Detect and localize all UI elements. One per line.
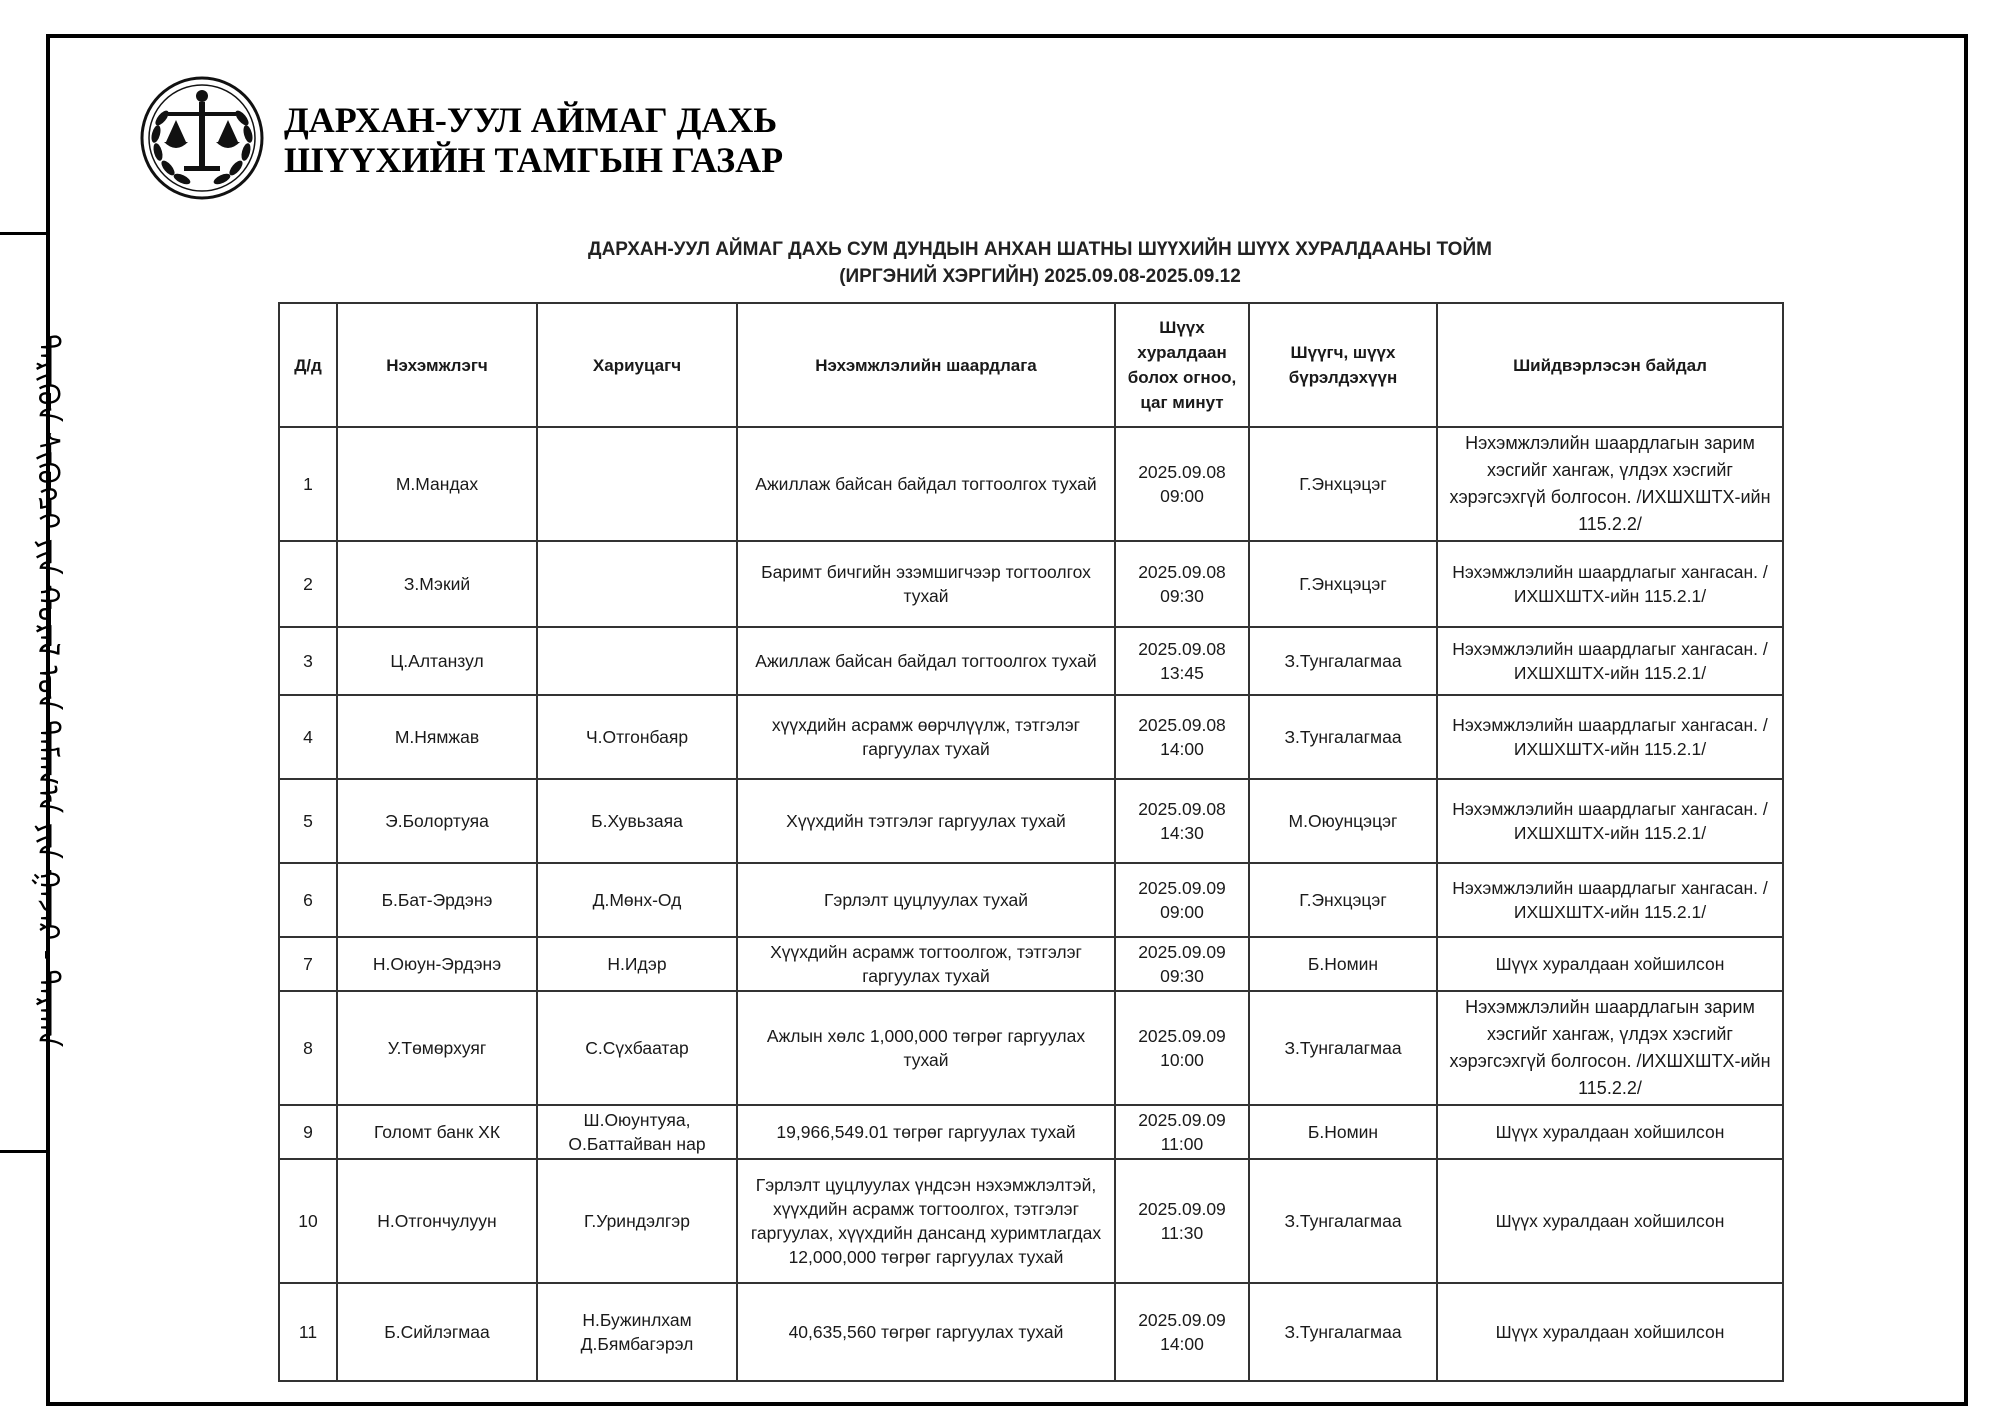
title-line-1: ДАРХАН-УУЛ АЙМАГ ДАХЬ СУМ ДУНДЫН АНХАН ШАТНЫ ШҮҮХИЙН ШҮҮХ ХУРАЛДААНЫ ТОЙМ	[588, 239, 1492, 260]
table-row	[279, 1159, 1783, 1283]
cell-no: 10	[279, 1159, 337, 1283]
table-row	[279, 627, 1783, 695]
cell-datetime: 2025.09.09 09:00	[1115, 863, 1249, 937]
cell-plaintiff: Б.Бат-Эрдэнэ	[337, 863, 537, 937]
col-header-judge: Шүүгч, шүүх бүрэлдэхүүн	[1249, 303, 1437, 427]
cell-decision: Шүүх хуралдаан хойшилсон	[1437, 1283, 1783, 1381]
cell-defendant: Г.Уриндэлгэр	[537, 1159, 737, 1283]
cell-no: 9	[279, 1105, 337, 1159]
cell-claim: Гэрлэлт цуцлуулах тухай	[737, 863, 1115, 937]
cell-defendant: Б.Хувьзаяа	[537, 779, 737, 863]
hearing-review-table	[278, 302, 1784, 1382]
table-row	[279, 863, 1783, 937]
cell-decision: Нэхэмжлэлийн шаардлагын зарим хэсгийг хангаж, үлдэх хэсгийг хэрэгсэхгүй болгосон. /ИХШХШТХ-ийн 115.2.2/	[1437, 427, 1783, 541]
cell-defendant: Н.Идэр	[537, 937, 737, 991]
cell-defendant: Ш.Оюунтуяа, О.Баттайван нар	[537, 1105, 737, 1159]
cell-judge: Г.Энхцэцэг	[1249, 427, 1437, 541]
cell-defendant: Д.Мөнх-Од	[537, 863, 737, 937]
cell-judge: З.Тунгалагмаа	[1249, 1283, 1437, 1381]
cell-datetime: 2025.09.08 14:00	[1115, 695, 1249, 779]
table-row	[279, 779, 1783, 863]
cell-defendant	[537, 541, 737, 627]
table-row	[279, 427, 1783, 541]
side-rule-bottom	[0, 1150, 50, 1153]
cell-claim: Хүүхдийн тэтгэлэг гаргуулах тухай	[737, 779, 1115, 863]
col-header-no: Д/д	[279, 303, 337, 427]
cell-judge: Б.Номин	[1249, 1105, 1437, 1159]
col-header-claim: Нэхэмжлэлийн шаардлага	[737, 303, 1115, 427]
cell-no: 4	[279, 695, 337, 779]
cell-datetime: 2025.09.09 11:30	[1115, 1159, 1249, 1283]
cell-claim: 19,966,549.01 төгрөг гаргуулах тухай	[737, 1105, 1115, 1159]
cell-datetime: 2025.09.08 13:45	[1115, 627, 1249, 695]
cell-judge: Г.Энхцэцэг	[1249, 541, 1437, 627]
cell-datetime: 2025.09.08 09:30	[1115, 541, 1249, 627]
cell-defendant: Н.Бужинлхам Д.Бямбагэрэл	[537, 1283, 737, 1381]
table-row	[279, 937, 1783, 991]
cell-plaintiff: Н.Отгончулуун	[337, 1159, 537, 1283]
cell-datetime: 2025.09.09 09:30	[1115, 937, 1249, 991]
cell-defendant	[537, 427, 737, 541]
cell-plaintiff: Ц.Алтанзул	[337, 627, 537, 695]
org-name-line-2: ШҮҮХИЙН ТАМГЫН ГАЗАР	[284, 140, 784, 180]
cell-plaintiff: З.Мэкий	[337, 541, 537, 627]
cell-no: 3	[279, 627, 337, 695]
cell-judge: Г.Энхцэцэг	[1249, 863, 1437, 937]
col-header-datetime: Шүүх хуралдаан болох огноо, цаг минут	[1115, 303, 1249, 427]
cell-datetime: 2025.09.08 09:00	[1115, 427, 1249, 541]
table-row	[279, 541, 1783, 627]
col-header-decision: Шийдвэрлэсэн байдал	[1437, 303, 1783, 427]
cell-plaintiff: Э.Болортуяа	[337, 779, 537, 863]
cell-decision: Нэхэмжлэлийн шаардлагын зарим хэсгийг хангаж, үлдэх хэсгийг хэрэгсэхгүй болгосон. /ИХШХШТХ-ийн 115.2.2/	[1437, 991, 1783, 1105]
cell-decision: Шүүх хуралдаан хойшилсон	[1437, 937, 1783, 991]
organization-name	[284, 100, 783, 180]
table-row	[279, 1105, 1783, 1159]
cell-judge: З.Тунгалагмаа	[1249, 991, 1437, 1105]
cell-judge: М.Оюунцэцэг	[1249, 779, 1437, 863]
cell-datetime: 2025.09.08 14:30	[1115, 779, 1249, 863]
table-row	[279, 991, 1783, 1105]
cell-plaintiff: М.Нямжав	[337, 695, 537, 779]
table-row	[279, 695, 1783, 779]
cell-datetime: 2025.09.09 11:00	[1115, 1105, 1249, 1159]
cell-decision: Шүүх хуралдаан хойшилсон	[1437, 1105, 1783, 1159]
cell-datetime: 2025.09.09 10:00	[1115, 991, 1249, 1105]
cell-no: 8	[279, 991, 337, 1105]
col-header-plaintiff: Нэхэмжлэгч	[337, 303, 537, 427]
cell-claim: Ажлын хөлс 1,000,000 төгрөг гаргуулах тухай	[737, 991, 1115, 1105]
cell-no: 2	[279, 541, 337, 627]
cell-claim: Хүүхдийн асрамж тогтоолгож, тэтгэлэг гаргуулах тухай	[737, 937, 1115, 991]
cell-defendant	[537, 627, 737, 695]
cell-plaintiff: Н.Оюун-Эрдэнэ	[337, 937, 537, 991]
cell-judge: З.Тунгалагмаа	[1249, 627, 1437, 695]
cell-no: 1	[279, 427, 337, 541]
cell-no: 5	[279, 779, 337, 863]
col-header-defendant: Хариуцагч	[537, 303, 737, 427]
table-header-row	[279, 303, 1783, 427]
org-name-line-1: ДАРХАН-УУЛ АЙМАГ ДАХЬ	[284, 100, 778, 140]
cell-decision: Нэхэмжлэлийн шаардлагыг хангасан. /ИХШХШТХ-ийн 115.2.1/	[1437, 695, 1783, 779]
cell-judge: Б.Номин	[1249, 937, 1437, 991]
cell-decision: Нэхэмжлэлийн шаардлагыг хангасан. /ИХШХШТХ-ийн 115.2.1/	[1437, 779, 1783, 863]
cell-no: 7	[279, 937, 337, 991]
cell-plaintiff: М.Мандах	[337, 427, 537, 541]
title-line-2: (ИРГЭНИЙ ХЭРГИЙН) 2025.09.08-2025.09.12	[839, 266, 1241, 287]
court-emblem-icon	[138, 72, 266, 204]
cell-claim: хүүхдийн асрамж өөрчлүүлж, тэтгэлэг гаргуулах тухай	[737, 695, 1115, 779]
table-row	[279, 1283, 1783, 1381]
cell-no: 11	[279, 1283, 337, 1381]
cell-claim: Баримт бичгийн эзэмшигчээр тогтоолгох тухай	[737, 541, 1115, 627]
cell-plaintiff: Голомт банк ХК	[337, 1105, 537, 1159]
cell-decision: Шүүх хуралдаан хойшилсон	[1437, 1159, 1783, 1283]
cell-defendant: Ч.Отгонбаяр	[537, 695, 737, 779]
cell-judge: З.Тунгалагмаа	[1249, 695, 1437, 779]
cell-claim: Ажиллаж байсан байдал тогтоолгох тухай	[737, 627, 1115, 695]
cell-claim: 40,635,560 төгрөг гаргуулах тухай	[737, 1283, 1115, 1381]
cell-decision: Нэхэмжлэлийн шаардлагыг хангасан. /ИХШХШТХ-ийн 115.2.1/	[1437, 627, 1783, 695]
cell-plaintiff: Б.Сийлэгмаа	[337, 1283, 537, 1381]
cell-decision: Нэхэмжлэлийн шаардлагыг хангасан. /ИХШХШТХ-ийн 115.2.1/	[1437, 541, 1783, 627]
cell-claim: Гэрлэлт цуцлуулах үндсэн нэхэмжлэлтэй, хүүхдийн асрамж тогтоолгох, тэтгэлэг гаргуулах, хүүхдийн дансанд хуримтлагдах 12,000,000 төгрөг гаргуулах тухай	[737, 1159, 1115, 1283]
side-vertical-script: ᠲᠡᠷᠢᠭᠦᠨ ᠰᠢᠭᠦᠭᠴᠢ ᠶᠢᠨ ᠬᠤᠷᠠᠯ ᠤᠨ ᠲᠠᠮᠠᠭ᠎ᠠ ᠶᠢᠨ ᠭᠠᠵᠠᠷ - ᠳᠠᠷᠬᠠᠨ	[30, 334, 65, 1048]
cell-claim: Ажиллаж байсан байдал тогтоолгох тухай	[737, 427, 1115, 541]
cell-datetime: 2025.09.09 14:00	[1115, 1283, 1249, 1381]
cell-plaintiff: У.Төмөрхуяг	[337, 991, 537, 1105]
document-title	[280, 236, 1800, 290]
cell-defendant: С.Сүхбаатар	[537, 991, 737, 1105]
cell-judge: З.Тунгалагмаа	[1249, 1159, 1437, 1283]
cell-no: 6	[279, 863, 337, 937]
cell-decision: Нэхэмжлэлийн шаардлагыг хангасан. /ИХШХШТХ-ийн 115.2.1/	[1437, 863, 1783, 937]
